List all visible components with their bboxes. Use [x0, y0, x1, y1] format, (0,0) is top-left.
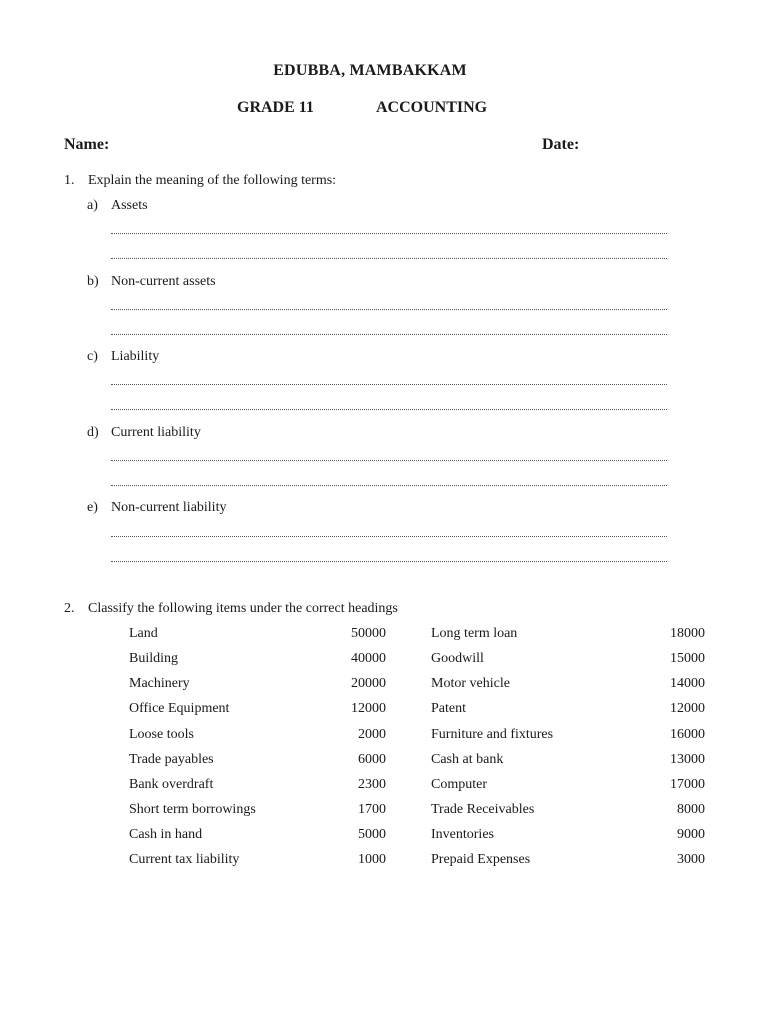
- question-1c-term: Liability: [111, 349, 160, 364]
- answer-line: [111, 536, 667, 537]
- date-field-label: Date:: [542, 136, 580, 153]
- item-value: 16000: [670, 727, 705, 742]
- question-1b-term: Non-current assets: [111, 274, 216, 289]
- question-1d-letter: d): [87, 425, 99, 440]
- question-1a-letter: a): [87, 198, 98, 213]
- question-1e-letter: e): [87, 500, 98, 515]
- item-value: 15000: [670, 651, 705, 666]
- item-name: Bank overdraft: [129, 777, 214, 792]
- item-value: 17000: [670, 777, 705, 792]
- item-value: 3000: [677, 852, 705, 867]
- item-value: 8000: [677, 802, 705, 817]
- item-name: Computer: [431, 777, 487, 792]
- question-1d-term: Current liability: [111, 425, 201, 440]
- item-name: Cash at bank: [431, 752, 504, 767]
- answer-line: [111, 309, 667, 310]
- school-name: EDUBBA, MAMBAKKAM: [273, 62, 467, 79]
- question-1-text: Explain the meaning of the following terms:: [88, 173, 337, 188]
- name-field-label: Name:: [64, 136, 110, 153]
- item-value: 14000: [670, 676, 705, 691]
- item-name: Motor vehicle: [431, 676, 510, 691]
- answer-line: [111, 233, 667, 234]
- item-value: 1000: [358, 852, 386, 867]
- item-value: 18000: [670, 626, 705, 641]
- item-name: Land: [129, 626, 158, 641]
- item-value: 40000: [351, 651, 386, 666]
- question-2-number: 2.: [64, 601, 75, 616]
- item-name: Furniture and fixtures: [431, 727, 554, 742]
- answer-line: [111, 561, 667, 562]
- answer-line: [111, 485, 667, 486]
- answer-line: [111, 384, 667, 385]
- question-1c-letter: c): [87, 349, 98, 364]
- item-value: 1700: [358, 802, 386, 817]
- item-name: Patent: [431, 701, 466, 716]
- item-name: Short term borrowings: [129, 802, 256, 817]
- item-value: 6000: [358, 752, 386, 767]
- item-name: Prepaid Expenses: [431, 852, 531, 867]
- grade-label: GRADE 11: [237, 99, 314, 116]
- item-value: 5000: [358, 827, 386, 842]
- item-name: Cash in hand: [129, 827, 203, 842]
- item-name: Machinery: [129, 676, 190, 691]
- item-value: 12000: [351, 701, 386, 716]
- item-name: Current tax liability: [129, 852, 240, 867]
- item-name: Building: [129, 651, 179, 666]
- item-name: Trade payables: [129, 752, 214, 767]
- item-value: 50000: [351, 626, 386, 641]
- question-1e-term: Non-current liability: [111, 500, 227, 515]
- answer-line: [111, 334, 667, 335]
- item-name: Loose tools: [129, 727, 194, 742]
- item-value: 2300: [358, 777, 386, 792]
- subject-label: ACCOUNTING: [376, 99, 488, 116]
- question-1-number: 1.: [64, 173, 75, 188]
- item-value: 2000: [358, 727, 386, 742]
- item-value: 13000: [670, 752, 705, 767]
- item-name: Long term loan: [431, 626, 518, 641]
- item-value: 20000: [351, 676, 386, 691]
- question-1a-term: Assets: [111, 198, 148, 213]
- item-name: Office Equipment: [129, 701, 230, 716]
- item-value: 12000: [670, 701, 705, 716]
- answer-line: [111, 258, 667, 259]
- question-2-text: Classify the following items under the correct headings: [88, 601, 398, 616]
- answer-line: [111, 409, 667, 410]
- item-name: Inventories: [431, 827, 494, 842]
- question-1b-letter: b): [87, 274, 99, 289]
- answer-line: [111, 460, 667, 461]
- item-value: 9000: [677, 827, 705, 842]
- item-name: Goodwill: [431, 651, 484, 666]
- item-name: Trade Receivables: [431, 802, 535, 817]
